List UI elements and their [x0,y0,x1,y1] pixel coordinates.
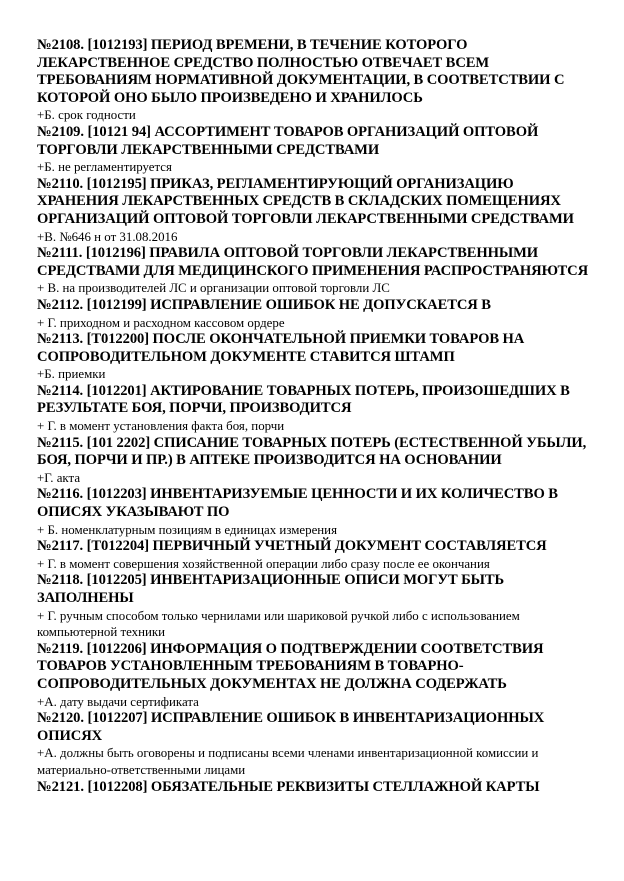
question-2111: №2111. [1012196] ПРАВИЛА ОПТОВОЙ ТОРГОВЛИ ЛЕКАРСТВЕННЫМИ СРЕДСТВАМИ ДЛЯ МЕДИЦИНСКОГО ПРИМЕНЕНИЯ РАСПРОСТРАНЯЮТСЯ [37,245,589,279]
answer-2117: + Г. в момент совершения хозяйственной операции либо сразу после ее окончания [37,556,490,571]
question-2113: №2113. [Т012200] ПОСЛЕ ОКОНЧАТЕЛЬНОЙ ПРИЕМКИ ТОВАРОВ НА СОПРОВОДИТЕЛЬНОМ ДОКУМЕНТЕ СТАВИТСЯ ШТАМП [37,331,525,365]
question-2119: №2119. [1012206] ИНФОРМАЦИЯ О ПОДТВЕРЖДЕНИИ СООТВЕТСТВИЯ ТОВАРОВ УСТАНОВЛЕННЫМ ТРЕБОВАНИЯМ В ТОВАРНО-СОПРОВОДИТЕЛЬНЫХ ДОКУМЕНТАХ НЕ ДОЛЖНА СОДЕРЖАТЬ [37,640,544,692]
question-2115: №2115. [101 2202] СПИСАНИЕ ТОВАРНЫХ ПОТЕРЬ (ЕСТЕСТВЕННОЙ УБЫЛИ, БОЯ, ПОРЧИ И ПР.) В АПТЕКЕ ПРОИЗВОДИТСЯ НА ОСНОВАНИИ [37,434,587,469]
answer-2116: + Б. номенклатурным позициям в единицах измерения [37,522,338,537]
question-2110: №2110. [1012195] ПРИКАЗ, РЕГЛАМЕНТИРУЮЩИЙ ОРГАНИЗАЦИЮ ХРАНЕНИЯ ЛЕКАРСТВЕННЫХ СРЕДСТВ В СКЛАДСКИХ ПОМЕЩЕНИЯХ ОРГАНИЗАЦИЙ ОПТОВОЙ ТОРГОВЛИ ЛЕКАРСТВЕННЫМИ СРЕДСТВАМИ [37,175,574,227]
question-2120: №2120. [1012207] ИСПРАВЛЕНИЕ ОШИБОК В ИНВЕНТАРИЗАЦИОННЫХ ОПИСЯХ [37,710,545,744]
question-2112: №2112. [1012199] ИСПРАВЛЕНИЕ ОШИБОК НЕ ДОПУСКАЕТСЯ В [37,296,491,313]
question-2108: №2108. [1012193] ПЕРИОД ВРЕМЕНИ, В ТЕЧЕНИЕ КОТОРОГО ЛЕКАРСТВЕННОЕ СРЕДСТВО ПОЛНОСТЬЮ ОТВЕЧАЕТ ВСЕМ ТРЕБОВАНИЯМ НОРМАТИВНОЙ ДОКУМЕНТАЦИИ, В СООТВЕТСТВИИ С КОТОРОЙ ОНО БЫЛО ПРОИЗВЕДЕНО И ХРАНИЛОСЬ [37,37,565,106]
document-page [37,37,597,796]
answer-2115: +Г. акта [37,470,81,485]
question-2116: №2116. [1012203] ИНВЕНТАРИЗУЕМЫЕ ЦЕННОСТИ И ИХ КОЛИЧЕСТВО В ОПИСЯХ УКАЗЫВАЮТ ПО [37,486,558,521]
question-2114: №2114. [1012201] АКТИРОВАНИЕ ТОВАРНЫХ ПОТЕРЬ, ПРОИЗОШЕДШИХ В РЕЗУЛЬТАТЕ БОЯ, ПОРЧИ, ПРОИЗВОДИТСЯ [37,382,570,417]
answer-2108: +Б. срок годности [37,108,136,123]
question-2109: №2109. [10121 94] АССОРТИМЕНТ ТОВАРОВ ОРГАНИЗАЦИЙ ОПТОВОЙ ТОРГОВЛИ ЛЕКАРСТВЕННЫМИ СРЕДСТВАМИ [37,123,539,158]
answer-2110: +В. №646 н от 31.08.2016 [37,229,178,244]
answer-2118: + Г. ручным способом только чернилами или шариковой ручкой либо с использованием компьютерной техники [37,608,520,640]
answer-2112: + Г. приходном и расходном кассовом ордере [37,315,285,330]
question-2117: №2117. [Т012204] ПЕРВИЧНЫЙ УЧЕТНЫЙ ДОКУМЕНТ СОСТАВЛЯЕТСЯ [37,538,547,555]
question-2118: №2118. [1012205] ИНВЕНТАРИЗАЦИОННЫЕ ОПИСИ МОГУТ БЫТЬ ЗАПОЛНЕНЫ [37,572,505,606]
question-2121: №2121. [1012208] ОБЯЗАТЕЛЬНЫЕ РЕКВИЗИТЫ СТЕЛЛАЖНОЙ КАРТЫ [37,778,540,795]
answer-2119: +А. дату выдачи сертификата [37,694,199,709]
answer-2120: +А. должны быть оговорены и подписаны всеми членами инвентаризационной комиссии и материально-ответственными лицами [37,746,539,777]
answer-2109: +Б. не регламентируется [37,160,172,175]
answer-2114: + Г. в момент установления факта боя, порчи [37,419,285,434]
answer-2111: + В. на производителей ЛС и организации оптовой торговли ЛС [37,281,390,296]
answer-2113: +Б. приемки [37,367,106,382]
